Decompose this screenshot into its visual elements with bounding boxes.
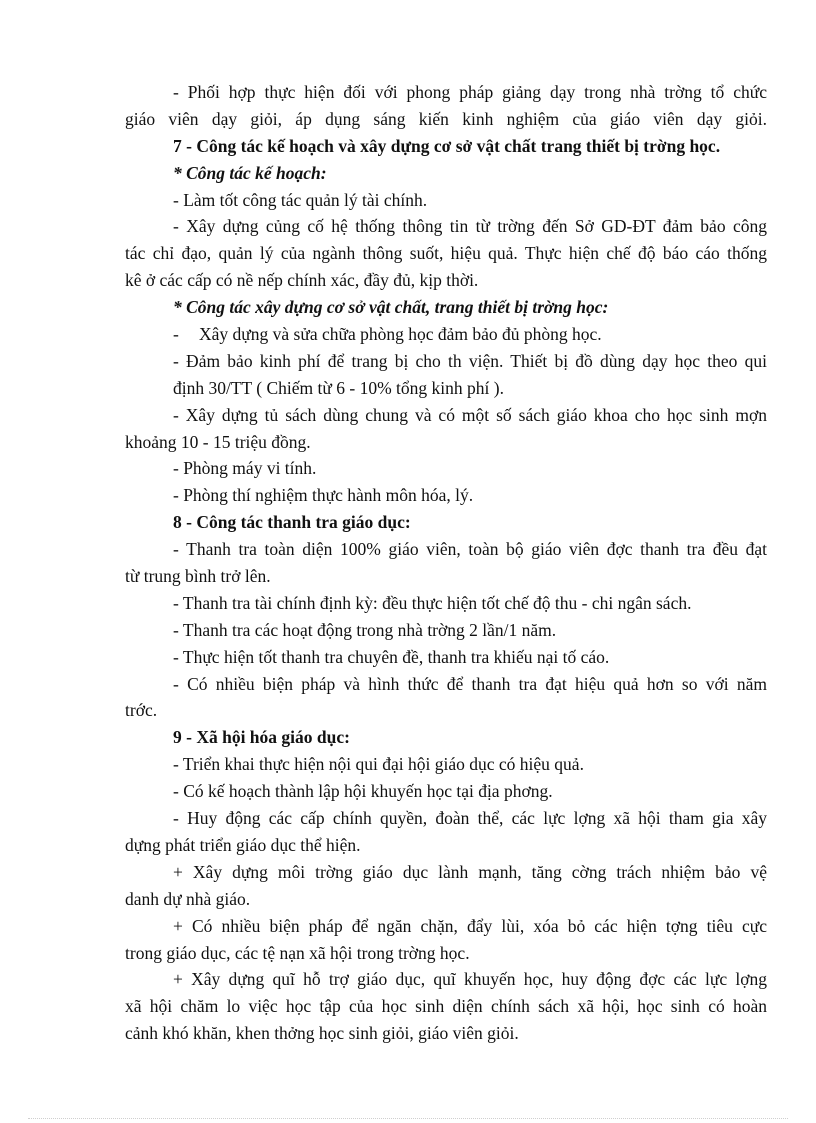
paragraph-line: - Xây dựng củng cố hệ thống thông tin từ trờng đến Sở GD-ĐT đảm bảo công bbox=[173, 216, 767, 237]
subheading-facilities: * Công tác xây dựng cơ sở vật chất, trang thiết bị trờng học: bbox=[173, 297, 609, 318]
section-heading-8: 8 - Công tác thanh tra giáo dục: bbox=[173, 512, 411, 533]
paragraph-line: - Có nhiều biện pháp và hình thức để thanh tra đạt hiệu quả hơn so với năm bbox=[173, 673, 767, 694]
paragraph-line: - Có kế hoạch thành lập hội khuyến học tại địa phơng. bbox=[173, 781, 553, 802]
paragraph-line: + Xây dựng quĩ hỗ trợ giáo dục, quĩ khuyến học, huy động đợc các lực lợng bbox=[173, 969, 767, 990]
page-bottom-rule bbox=[28, 1118, 788, 1119]
subheading-planning: * Công tác kế hoạch: bbox=[173, 162, 327, 183]
bullet-item bbox=[125, 321, 767, 348]
paragraph-line: - Huy động các cấp chính quyền, đoàn thể, các lực lợng xã hội tham gia xây bbox=[173, 808, 767, 829]
paragraph-line: định 30/TT ( Chiếm từ 6 - 10% tổng kinh phí ). bbox=[173, 377, 504, 398]
paragraph-line: + Có nhiều biện pháp để ngăn chặn, đẩy lùi, xóa bỏ các hiện tợng tiêu cực bbox=[173, 915, 767, 936]
paragraph-line: dựng phát triển giáo dục thể hiện. bbox=[125, 834, 361, 855]
paragraph-line: xã hội chăm lo việc học tập của học sinh diện chính sách xã hội, học sinh có hoàn bbox=[125, 996, 767, 1017]
paragraph-line: danh dự nhà giáo. bbox=[125, 888, 251, 909]
paragraph-line: trớc. bbox=[125, 700, 158, 721]
paragraph-line: từ trung bình trở lên. bbox=[125, 566, 271, 587]
paragraph-line: - Phòng thí nghiệm thực hành môn hóa, lý. bbox=[173, 485, 474, 506]
paragraph-line: khoảng 10 - 15 triệu đồng. bbox=[125, 431, 311, 452]
bullet-text: Xây dựng và sửa chữa phòng học đảm bảo đủ phòng học. bbox=[199, 324, 602, 345]
paragraph-line: - Triển khai thực hiện nội qui đại hội giáo dục có hiệu quả. bbox=[173, 754, 584, 775]
paragraph-line: giáo viên dạy giỏi, áp dụng sáng kiến kinh nghiệm của giáo viên dạy giỏi. bbox=[125, 108, 767, 129]
paragraph-line: - Phối hợp thực hiện đối với phong pháp giảng dạy trong nhà trờng tổ chức bbox=[173, 82, 767, 102]
paragraph-line: - Phòng máy vi tính. bbox=[173, 458, 317, 479]
document-body bbox=[125, 79, 767, 1047]
bullet-dash: - bbox=[173, 324, 179, 345]
paragraph-line: - Thanh tra toàn diện 100% giáo viên, toàn bộ giáo viên đợc thanh tra đều đạt bbox=[173, 539, 767, 560]
paragraph-line: kê ở các cấp có nề nếp chính xác, đầy đủ, kịp thời. bbox=[125, 270, 479, 291]
paragraph-line: - Làm tốt công tác quản lý tài chính. bbox=[173, 189, 428, 210]
paragraph-line: - Thanh tra tài chính định kỳ: đều thực hiện tốt chế độ thu - chi ngân sách. bbox=[173, 592, 692, 613]
paragraph-line: - Xây dựng tủ sách dùng chung và có một số sách giáo khoa cho học sinh mợn bbox=[173, 404, 767, 425]
paragraph-line: - Đảm bảo kinh phí để trang bị cho th viện. Thiết bị đồ dùng dạy học theo qui bbox=[173, 350, 767, 371]
paragraph-line: - Thực hiện tốt thanh tra chuyên đề, thanh tra khiếu nại tố cáo. bbox=[173, 646, 610, 667]
section-heading-7: 7 - Công tác kế hoạch và xây dựng cơ sở vật chất trang thiết bị trờng học. bbox=[173, 135, 721, 156]
paragraph-line: cảnh khó khăn, khen thởng học sinh giỏi, giáo viên giỏi. bbox=[125, 1023, 519, 1044]
paragraph-line: tác chỉ đạo, quản lý của ngành thông suốt, hiệu quả. Thực hiện chế độ báo cáo thống bbox=[125, 243, 767, 264]
paragraph-line: trong giáo dục, các tệ nạn xã hội trong trờng học. bbox=[125, 942, 470, 963]
paragraph-line: + Xây dựng môi trờng giáo dục lành mạnh, tăng cờng trách nhiệm bảo vệ bbox=[173, 861, 767, 882]
paragraph-line: - Thanh tra các hoạt động trong nhà trờng 2 lần/1 năm. bbox=[173, 619, 557, 640]
section-heading-9: 9 - Xã hội hóa giáo dục: bbox=[173, 727, 350, 748]
